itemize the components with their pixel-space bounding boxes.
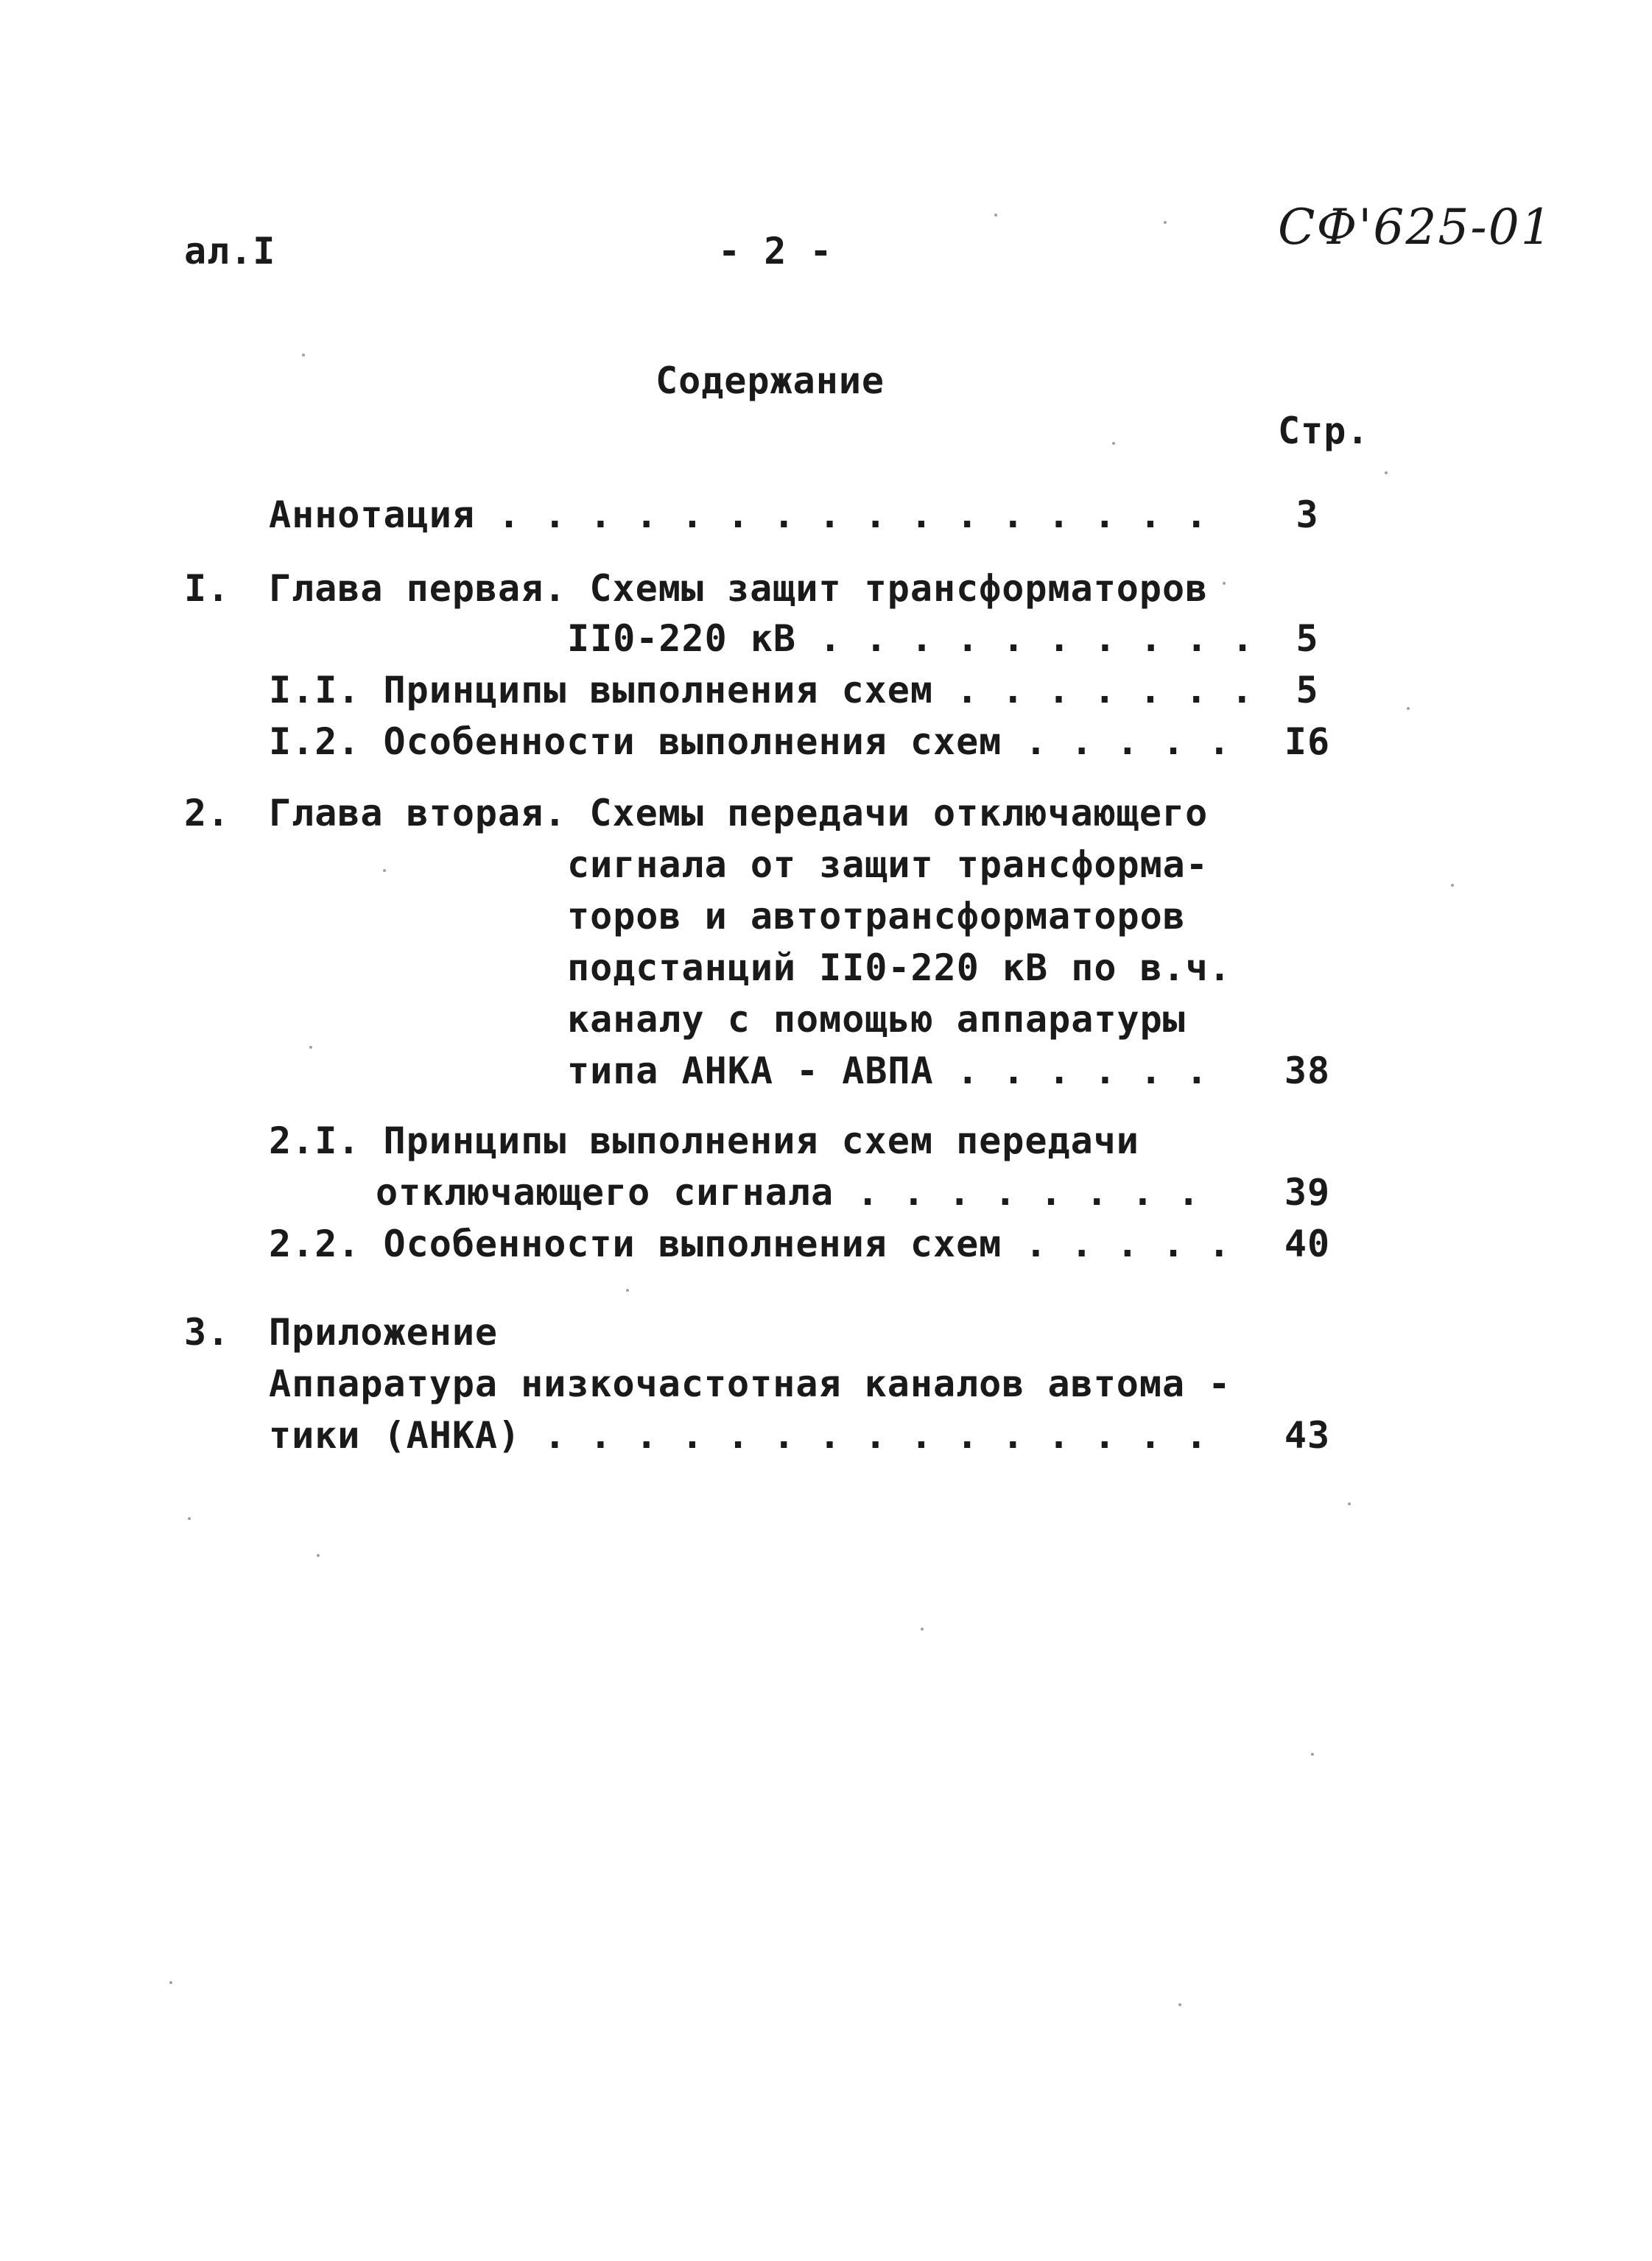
toc-entry-page: 39 — [1284, 1171, 1331, 1214]
toc-entry-page: 5 — [1296, 669, 1319, 711]
toc-entry-page: 40 — [1284, 1223, 1331, 1265]
toc-entry-text: Аннотация . . . . . . . . . . . . . . . . — [269, 493, 1209, 536]
toc-entry-text: II0-220 кВ . . . . . . . . . . — [567, 617, 1255, 660]
toc-entry-text: Приложение — [269, 1311, 499, 1354]
toc-entry-text: отключающего сигнала . . . . . . . . — [376, 1171, 1201, 1214]
toc-entry-text: торов и автотрансформаторов — [567, 895, 1186, 938]
toc-entry-text: тики (АНКА) . . . . . . . . . . . . . . . — [269, 1414, 1209, 1457]
toc-entry-page: 5 — [1296, 617, 1319, 660]
toc-entry-text: каналу с помощью аппаратуры — [567, 998, 1186, 1041]
toc-entry-text: Глава вторая. Схемы передачи отключающего — [269, 792, 1209, 834]
sheet-label: ал.I — [184, 230, 276, 272]
toc-entry-text: Глава первая. Схемы защит трансформаторов — [269, 567, 1209, 610]
toc-entry-number: 2. — [184, 792, 231, 834]
toc-entry-text: типа АНКА - АВПА . . . . . . — [567, 1049, 1209, 1092]
page-number: - 2 - — [718, 230, 833, 272]
toc-entry-text: I.I. Принципы выполнения схем . . . . . . . — [269, 669, 1254, 711]
toc-entry-text: 2.I. Принципы выполнения схем передачи — [269, 1119, 1139, 1162]
toc-entry-number: I. — [184, 567, 231, 610]
toc-entry-page: 43 — [1284, 1414, 1331, 1457]
toc-entry-text: подстанций II0-220 кВ по в.ч. — [567, 946, 1231, 989]
toc-entry-text: I.2. Особенности выполнения схем . . . . . — [269, 720, 1231, 763]
toc-entry-page: 38 — [1284, 1049, 1331, 1092]
toc-entry-page: I6 — [1284, 720, 1331, 763]
toc-entry-number: 3. — [184, 1311, 231, 1354]
page-column-label: Стр. — [1278, 409, 1370, 452]
toc-entry-text: Аппаратура низкочастотная каналов автома - — [269, 1362, 1231, 1405]
toc-entry-page: 3 — [1296, 493, 1319, 536]
toc-entry-text: 2.2. Особенности выполнения схем . . . . . — [269, 1223, 1231, 1265]
document-code: СФ'625-01 — [1278, 199, 1553, 256]
contents-title: Содержание — [655, 359, 885, 402]
toc-entry-text: сигнала от защит трансформа- — [567, 843, 1209, 886]
